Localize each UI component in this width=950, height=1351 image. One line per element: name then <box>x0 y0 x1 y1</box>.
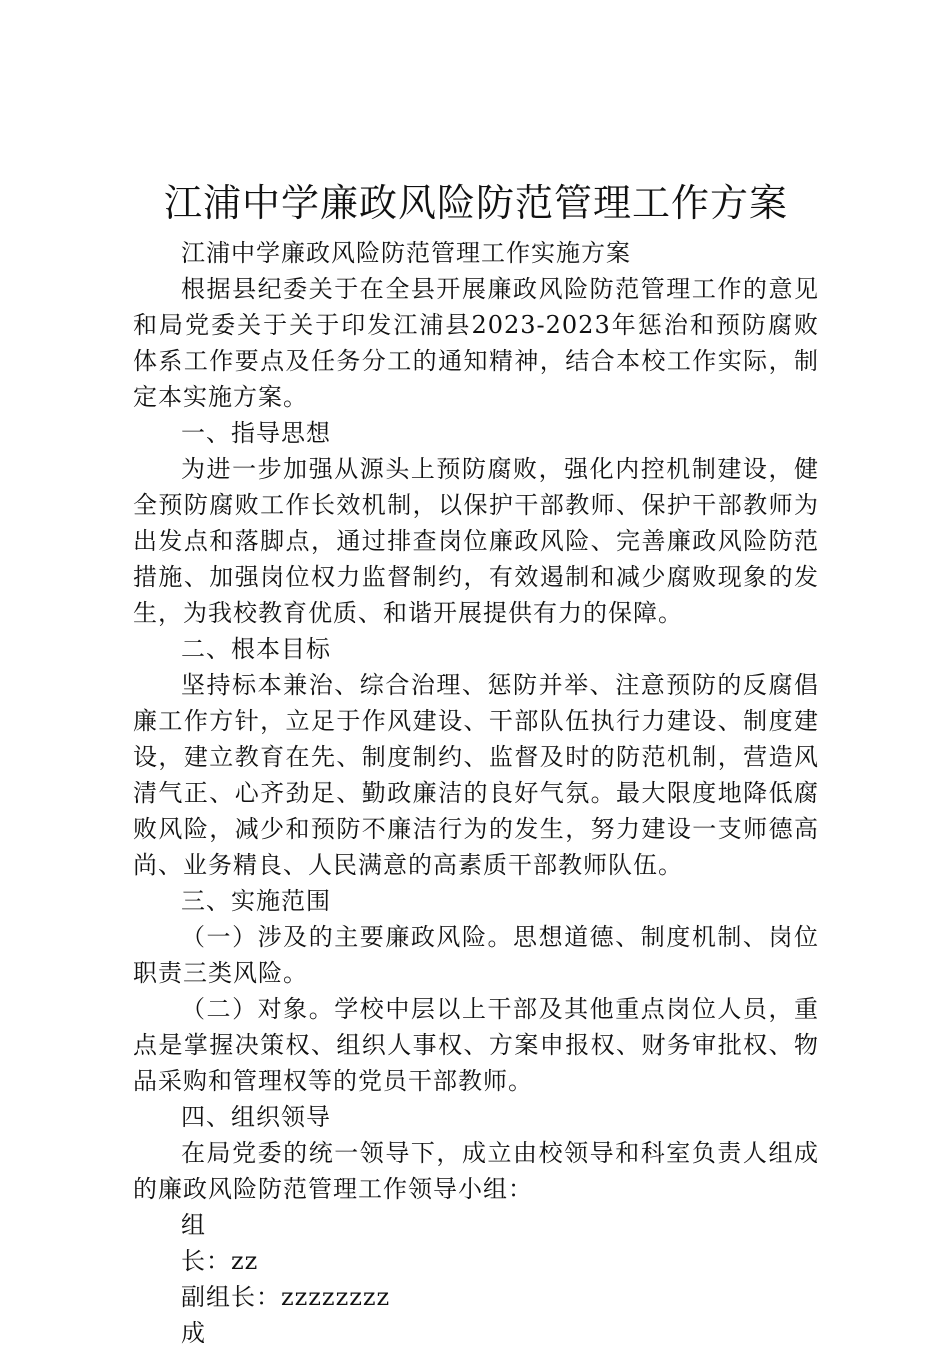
section-heading-basic-goal: 二、根本目标 <box>181 635 331 663</box>
member-line-deputy: 副组长：zzzzzzzz <box>181 1283 391 1311</box>
subtitle-line: 江浦中学廉政风险防范管理工作实施方案 <box>181 239 631 267</box>
section-heading-guiding-thought: 一、指导思想 <box>181 419 331 447</box>
member-line-leader: 长：zz <box>181 1247 259 1275</box>
basic-goal-paragraph: 坚持标本兼治、综合治理、惩防并举、注意预防的反腐倡廉工作方针，立足于作风建设、干部队伍执行力建设、制度建设，建立教育在先、制度制约、监督及时的防范机制，营造风清气正、心齐劲足、勤政廉洁的良好气氛。最大限度地降低腐败风险，减少和预防不廉洁行为的发生，努力建设一支师德高尚、业务精良、人民满意的高素质干部教师队伍。 <box>133 671 819 879</box>
leadership-paragraph: 在局党委的统一领导下，成立由校领导和科室负责人组成的廉政风险防范管理工作领导小组： <box>133 1139 819 1203</box>
section-heading-scope: 三、实施范围 <box>181 887 331 915</box>
section-heading-leadership: 四、组织领导 <box>181 1103 331 1131</box>
scope-item-targets: （二）对象。学校中层以上干部及其他重点岗位人员，重点是掌握决策权、组织人事权、方案申报权、财务审批权、物品采购和管理权等的党员干部教师。 <box>133 995 819 1095</box>
guiding-thought-paragraph: 为进一步加强从源头上预防腐败，强化内控机制建设，健全预防腐败工作长效机制，以保护干部教师、保护干部教师为出发点和落脚点，通过排查岗位廉政风险、完善廉政风险防范措施、加强岗位权力监督制约，有效遏制和减少腐败现象的发生，为我校教育优质、和谐开展提供有力的保障。 <box>133 455 819 627</box>
scope-item-risks: （一）涉及的主要廉政风险。思想道德、制度机制、岗位职责三类风险。 <box>133 923 819 987</box>
intro-paragraph: 根据县纪委关于在全县开展廉政风险防范管理工作的意见和局党委关于关于印发江浦县2023-2023年惩治和预防腐败体系工作要点及任务分工的通知精神，结合本校工作实际，制定本实施方案。 <box>133 275 819 411</box>
member-line-zu: 组 <box>181 1211 206 1239</box>
member-line-cheng: 成 <box>181 1319 206 1347</box>
document-page <box>133 175 819 1351</box>
document-title: 江浦中学廉政风险防范管理工作方案 <box>163 181 788 225</box>
